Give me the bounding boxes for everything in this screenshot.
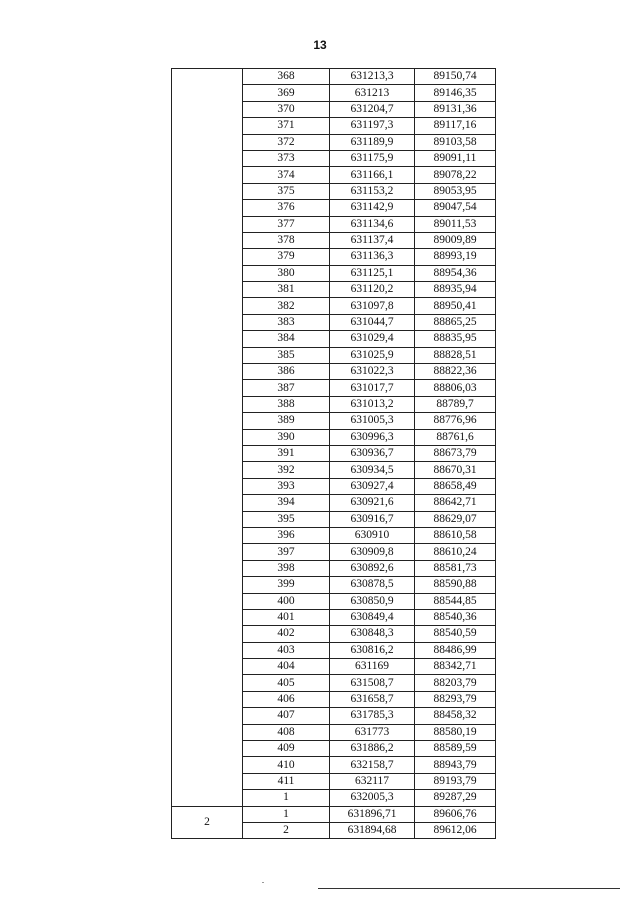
- point-number-cell: 397: [243, 544, 330, 560]
- x-coordinate-cell: 630850,9: [330, 593, 415, 609]
- x-coordinate-cell: 631097,8: [330, 298, 415, 314]
- y-coordinate-cell: 88610,24: [415, 544, 496, 560]
- point-number-cell: 376: [243, 200, 330, 216]
- x-coordinate-cell: 631508,7: [330, 675, 415, 691]
- y-coordinate-cell: 88540,36: [415, 609, 496, 625]
- x-coordinate-cell: 631134,6: [330, 216, 415, 232]
- x-coordinate-cell: 631658,7: [330, 691, 415, 707]
- point-number-cell: 394: [243, 495, 330, 511]
- point-number-cell: 387: [243, 380, 330, 396]
- y-coordinate-cell: 88581,73: [415, 560, 496, 576]
- x-coordinate-cell: 631197,3: [330, 118, 415, 134]
- point-number-cell: 403: [243, 642, 330, 658]
- x-coordinate-cell: 630916,7: [330, 511, 415, 527]
- point-number-cell: 370: [243, 101, 330, 117]
- y-coordinate-cell: 89009,89: [415, 232, 496, 248]
- point-number-cell: 377: [243, 216, 330, 232]
- page-number: 13: [313, 38, 327, 52]
- table-row: [172, 69, 496, 85]
- y-coordinate-cell: 89612,06: [415, 822, 496, 838]
- table-row: [172, 806, 496, 822]
- x-coordinate-cell: 631013,2: [330, 396, 415, 412]
- x-coordinate-cell: 631017,7: [330, 380, 415, 396]
- y-coordinate-cell: 88629,07: [415, 511, 496, 527]
- point-number-cell: 385: [243, 347, 330, 363]
- x-coordinate-cell: 631894,68: [330, 822, 415, 838]
- point-number-cell: 369: [243, 85, 330, 101]
- x-coordinate-cell: 630816,2: [330, 642, 415, 658]
- x-coordinate-cell: 631142,9: [330, 200, 415, 216]
- point-number-cell: 399: [243, 577, 330, 593]
- bottom-rule: [318, 888, 620, 889]
- x-coordinate-cell: 630892,6: [330, 560, 415, 576]
- y-coordinate-cell: 88865,25: [415, 314, 496, 330]
- x-coordinate-cell: 631169: [330, 659, 415, 675]
- x-coordinate-cell: 631773: [330, 724, 415, 740]
- y-coordinate-cell: 89078,22: [415, 167, 496, 183]
- y-coordinate-cell: 89011,53: [415, 216, 496, 232]
- x-coordinate-cell: 632117: [330, 773, 415, 789]
- y-coordinate-cell: 89053,95: [415, 183, 496, 199]
- y-coordinate-cell: 89091,11: [415, 150, 496, 166]
- y-coordinate-cell: 89117,16: [415, 118, 496, 134]
- x-coordinate-cell: 631125,1: [330, 265, 415, 281]
- x-coordinate-cell: 631025,9: [330, 347, 415, 363]
- x-coordinate-cell: 631189,9: [330, 134, 415, 150]
- point-number-cell: 1: [243, 806, 330, 822]
- point-number-cell: 368: [243, 69, 330, 85]
- x-coordinate-cell: 631213,3: [330, 69, 415, 85]
- y-coordinate-cell: 88761,6: [415, 429, 496, 445]
- point-number-cell: 409: [243, 741, 330, 757]
- point-number-cell: 396: [243, 527, 330, 543]
- scan-mark: [262, 882, 264, 883]
- x-coordinate-cell: 631022,3: [330, 364, 415, 380]
- x-coordinate-cell: 631029,4: [330, 331, 415, 347]
- x-coordinate-cell: 631136,3: [330, 249, 415, 265]
- x-coordinate-cell: 631005,3: [330, 413, 415, 429]
- point-number-cell: 374: [243, 167, 330, 183]
- y-coordinate-cell: 88950,41: [415, 298, 496, 314]
- y-coordinate-cell: 88658,49: [415, 478, 496, 494]
- y-coordinate-cell: 88993,19: [415, 249, 496, 265]
- point-number-cell: 398: [243, 560, 330, 576]
- y-coordinate-cell: 89606,76: [415, 806, 496, 822]
- y-coordinate-cell: 88776,96: [415, 413, 496, 429]
- y-coordinate-cell: 88954,36: [415, 265, 496, 281]
- point-number-cell: 406: [243, 691, 330, 707]
- y-coordinate-cell: 89131,36: [415, 101, 496, 117]
- point-number-cell: 408: [243, 724, 330, 740]
- point-number-cell: 381: [243, 282, 330, 298]
- x-coordinate-cell: 631044,7: [330, 314, 415, 330]
- point-number-cell: 401: [243, 609, 330, 625]
- point-number-cell: 375: [243, 183, 330, 199]
- x-coordinate-cell: 631213: [330, 85, 415, 101]
- point-number-cell: 380: [243, 265, 330, 281]
- coordinates-table: [171, 68, 496, 839]
- x-coordinate-cell: 630934,5: [330, 462, 415, 478]
- x-coordinate-cell: 631153,2: [330, 183, 415, 199]
- y-coordinate-cell: 88822,36: [415, 364, 496, 380]
- y-coordinate-cell: 89047,54: [415, 200, 496, 216]
- x-coordinate-cell: 630848,3: [330, 626, 415, 642]
- y-coordinate-cell: 88806,03: [415, 380, 496, 396]
- y-coordinate-cell: 89103,58: [415, 134, 496, 150]
- y-coordinate-cell: 88342,71: [415, 659, 496, 675]
- point-number-cell: 372: [243, 134, 330, 150]
- group-number-cell: 2: [172, 806, 243, 839]
- x-coordinate-cell: 630936,7: [330, 445, 415, 461]
- y-coordinate-cell: 89287,29: [415, 790, 496, 806]
- point-number-cell: 391: [243, 445, 330, 461]
- x-coordinate-cell: 631137,4: [330, 232, 415, 248]
- point-number-cell: 400: [243, 593, 330, 609]
- x-coordinate-cell: 630927,4: [330, 478, 415, 494]
- point-number-cell: 373: [243, 150, 330, 166]
- point-number-cell: 382: [243, 298, 330, 314]
- x-coordinate-cell: 631120,2: [330, 282, 415, 298]
- point-number-cell: 388: [243, 396, 330, 412]
- y-coordinate-cell: 88458,32: [415, 708, 496, 724]
- point-number-cell: 379: [243, 249, 330, 265]
- x-coordinate-cell: 631204,7: [330, 101, 415, 117]
- point-number-cell: 383: [243, 314, 330, 330]
- point-number-cell: 386: [243, 364, 330, 380]
- y-coordinate-cell: 89150,74: [415, 69, 496, 85]
- point-number-cell: 402: [243, 626, 330, 642]
- group-number-cell: [172, 69, 243, 807]
- y-coordinate-cell: 88590,88: [415, 577, 496, 593]
- point-number-cell: 371: [243, 118, 330, 134]
- point-number-cell: 395: [243, 511, 330, 527]
- x-coordinate-cell: 631785,3: [330, 708, 415, 724]
- point-number-cell: 404: [243, 659, 330, 675]
- coordinates-table-body: [172, 69, 496, 839]
- point-number-cell: 1: [243, 790, 330, 806]
- y-coordinate-cell: 88943,79: [415, 757, 496, 773]
- x-coordinate-cell: 630878,5: [330, 577, 415, 593]
- x-coordinate-cell: 630910: [330, 527, 415, 543]
- x-coordinate-cell: 630909,8: [330, 544, 415, 560]
- y-coordinate-cell: 88935,94: [415, 282, 496, 298]
- point-number-cell: 393: [243, 478, 330, 494]
- x-coordinate-cell: 632158,7: [330, 757, 415, 773]
- point-number-cell: 384: [243, 331, 330, 347]
- point-number-cell: 405: [243, 675, 330, 691]
- y-coordinate-cell: 89146,35: [415, 85, 496, 101]
- point-number-cell: 410: [243, 757, 330, 773]
- point-number-cell: 407: [243, 708, 330, 724]
- y-coordinate-cell: 88486,99: [415, 642, 496, 658]
- x-coordinate-cell: 632005,3: [330, 790, 415, 806]
- x-coordinate-cell: 630921,6: [330, 495, 415, 511]
- y-coordinate-cell: 88610,58: [415, 527, 496, 543]
- y-coordinate-cell: 88203,79: [415, 675, 496, 691]
- y-coordinate-cell: 88828,51: [415, 347, 496, 363]
- point-number-cell: 390: [243, 429, 330, 445]
- x-coordinate-cell: 631896,71: [330, 806, 415, 822]
- y-coordinate-cell: 88835,95: [415, 331, 496, 347]
- x-coordinate-cell: 630996,3: [330, 429, 415, 445]
- point-number-cell: 389: [243, 413, 330, 429]
- y-coordinate-cell: 89193,79: [415, 773, 496, 789]
- y-coordinate-cell: 88673,79: [415, 445, 496, 461]
- y-coordinate-cell: 88642,71: [415, 495, 496, 511]
- point-number-cell: 392: [243, 462, 330, 478]
- y-coordinate-cell: 88580,19: [415, 724, 496, 740]
- y-coordinate-cell: 88293,79: [415, 691, 496, 707]
- y-coordinate-cell: 88670,31: [415, 462, 496, 478]
- y-coordinate-cell: 88540,59: [415, 626, 496, 642]
- y-coordinate-cell: 88589,59: [415, 741, 496, 757]
- x-coordinate-cell: 631166,1: [330, 167, 415, 183]
- x-coordinate-cell: 631886,2: [330, 741, 415, 757]
- point-number-cell: 411: [243, 773, 330, 789]
- x-coordinate-cell: 630849,4: [330, 609, 415, 625]
- point-number-cell: 2: [243, 822, 330, 838]
- y-coordinate-cell: 88544,85: [415, 593, 496, 609]
- x-coordinate-cell: 631175,9: [330, 150, 415, 166]
- point-number-cell: 378: [243, 232, 330, 248]
- y-coordinate-cell: 88789,7: [415, 396, 496, 412]
